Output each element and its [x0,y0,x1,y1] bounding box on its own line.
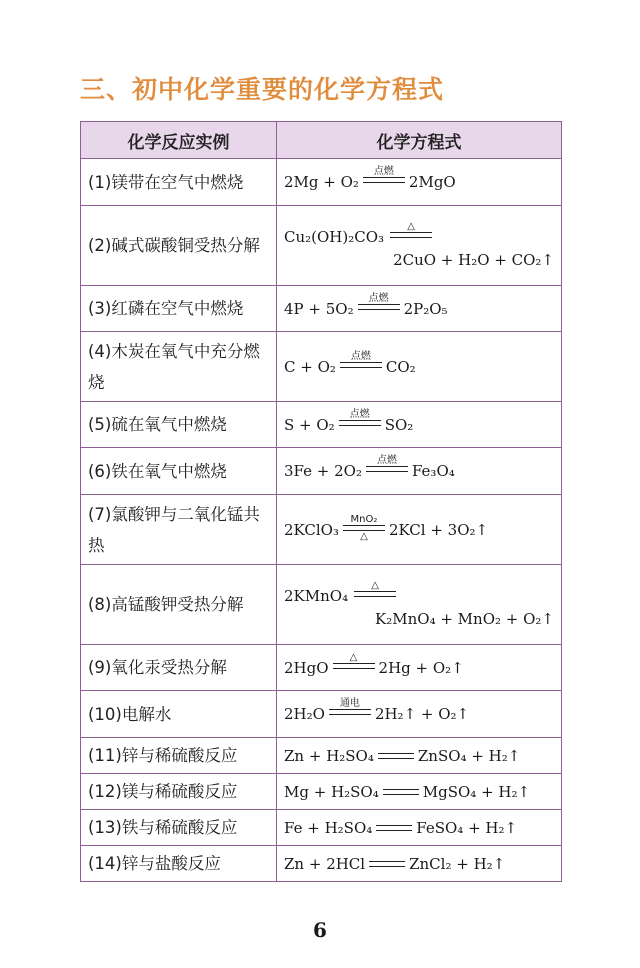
reaction-example: (6)铁在氧气中燃烧 [81,448,277,495]
equation-line [284,850,554,878]
reaction-equation [277,691,562,738]
reaction-sign [390,221,432,249]
reaction-equation [277,159,562,206]
equation-line [284,513,554,544]
reaction-example: (10)电解水 [81,691,277,738]
reaction-sign [358,293,400,321]
reaction-equation [277,645,562,691]
double-line-sign [366,466,408,472]
reaction-example: (13)铁与稀硫酸反应 [81,810,277,846]
reaction-equation [277,286,562,332]
table-row [81,738,562,774]
equation-reactants: Fe + H₂SO₄ [284,818,373,837]
reaction-sign [376,814,412,842]
equation-reactants: Zn + H₂SO₄ [284,746,374,765]
reaction-example: (14)锌与盐酸反应 [81,846,277,882]
equation-products: SO₂ [384,415,414,434]
reaction-condition: MnO₂ [350,513,378,525]
reaction-sign [378,742,414,770]
equation-line [284,251,554,269]
reaction-condition: △ [371,579,379,591]
equation-products: 2P₂O₅ [403,299,448,318]
equation-line [284,220,554,251]
equation-line [284,292,554,323]
table-row [81,206,562,286]
reaction-example: (12)镁与稀硫酸反应 [81,774,277,810]
table-row [81,846,562,882]
equation-products: MgSO₄ + H₂↑ [422,782,531,801]
equation-products: Fe₃O₄ [411,462,455,480]
double-line-sign [340,362,382,368]
table-row [81,286,562,332]
equation-line [284,350,554,381]
reaction-equation [277,810,562,846]
reaction-sign [329,698,371,726]
equation-line [284,742,554,770]
equation-reactants: Mg + H₂SO₄ [284,782,379,801]
reaction-sign [354,580,396,608]
reaction-equation [277,738,562,774]
reaction-condition: △ [407,220,415,232]
reaction-example: (4)木炭在氧气中充分燃烧 [81,332,277,402]
reaction-sign [363,166,405,194]
equation-products: CO₂ [385,357,416,376]
reaction-example: (3)红磷在空气中燃烧 [81,286,277,332]
reaction-condition: 点燃 [373,166,394,177]
reaction-example: (5)硫在氧气中燃烧 [81,402,277,448]
equation-reactants: Zn + 2HCl [284,854,366,873]
reaction-condition: 点燃 [349,408,370,420]
reaction-sign [333,652,375,680]
equation-products: 2MgO [408,173,456,191]
equation-line [284,700,554,728]
reaction-condition: 通电 [339,698,360,709]
double-line-sign [383,789,419,795]
double-line-sign [369,861,405,867]
equation-line [284,168,554,196]
reaction-example: (1)镁带在空气中燃烧 [81,159,277,206]
table-header-row [81,122,562,159]
page-number: 6 [313,918,327,942]
reaction-sign [369,850,405,878]
header-equation: 化学方程式 [277,122,562,159]
table-row [81,565,562,645]
double-line-sign [354,591,396,597]
double-line-sign [376,825,412,831]
equation-line [284,408,554,439]
equation-reactants: S + O₂ [284,415,335,434]
table-row [81,810,562,846]
equation-reactants: 2KClO₃ [284,520,339,539]
equation-products: FeSO₄ + H₂↑ [416,818,518,837]
table-row [81,159,562,206]
double-line-sign [333,663,375,669]
reaction-equation [277,846,562,882]
equation-line [284,610,554,628]
reaction-equation [277,495,562,565]
header-example: 化学反应实例 [81,122,277,159]
reaction-example: (9)氧化汞受热分解 [81,645,277,691]
double-line-sign [339,420,381,426]
equation-line [284,457,554,485]
equation-products: 2KCl + 3O₂↑ [388,520,489,539]
reaction-equation [277,402,562,448]
equation-reactants: 3Fe + 2O₂ [284,462,362,480]
table-row [81,691,562,738]
reaction-sign [339,409,381,437]
reaction-condition: 点燃 [350,350,371,362]
table-row [81,402,562,448]
reaction-sign [343,514,385,542]
equation-line [284,814,554,842]
reaction-condition-below: △ [360,530,368,542]
equation-products: 2H₂↑ + O₂↑ [374,705,470,723]
double-line-sign [378,753,414,759]
equation-products: K₂MnO₄ + MnO₂ + O₂↑ [375,609,554,628]
reaction-sign [383,778,419,806]
equation-line [284,579,554,610]
equation-products: ZnCl₂ + H₂↑ [409,854,506,873]
reaction-condition: △ [349,651,358,663]
reaction-example: (8)高锰酸钾受热分解 [81,565,277,645]
equation-reactants: C + O₂ [284,357,336,376]
reaction-equation [277,206,562,286]
reaction-sign [366,455,408,483]
reaction-example: (2)碱式碳酸铜受热分解 [81,206,277,286]
table-row [81,332,562,402]
equation-reactants: 2Mg + O₂ [284,173,359,191]
table-row [81,448,562,495]
equation-reactants: 2HgO [284,658,329,677]
reaction-example: (11)锌与稀硫酸反应 [81,738,277,774]
equations-table [80,121,562,882]
equation-line [284,651,554,682]
double-line-sign [329,709,371,715]
equation-products: ZnSO₄ + H₂↑ [417,746,521,765]
equation-reactants: 2H₂O [284,705,325,723]
table-row [81,645,562,691]
equation-products: 2CuO + H₂O + CO₂↑ [393,250,554,269]
reaction-sign [340,351,382,379]
double-line-sign [358,304,400,310]
double-line-sign [390,232,432,238]
equation-line [284,778,554,806]
reaction-equation [277,565,562,645]
table-row [81,774,562,810]
table-row [81,495,562,565]
reaction-equation [277,332,562,402]
equation-reactants: Cu₂(OH)₂CO₃ [284,227,385,246]
equation-reactants: 4P + 5O₂ [284,299,354,318]
reaction-condition: 点燃 [368,292,389,304]
equation-products: 2Hg + O₂↑ [378,658,464,677]
reaction-equation [277,448,562,495]
equation-reactants: 2KMnO₄ [284,586,349,605]
section-title: 三、初中化学重要的化学方程式 [80,75,445,104]
double-line-sign [363,177,405,183]
reaction-example: (7)氯酸钾与二氧化锰共热 [81,495,277,565]
reaction-equation [277,774,562,810]
reaction-condition: 点燃 [376,455,397,466]
